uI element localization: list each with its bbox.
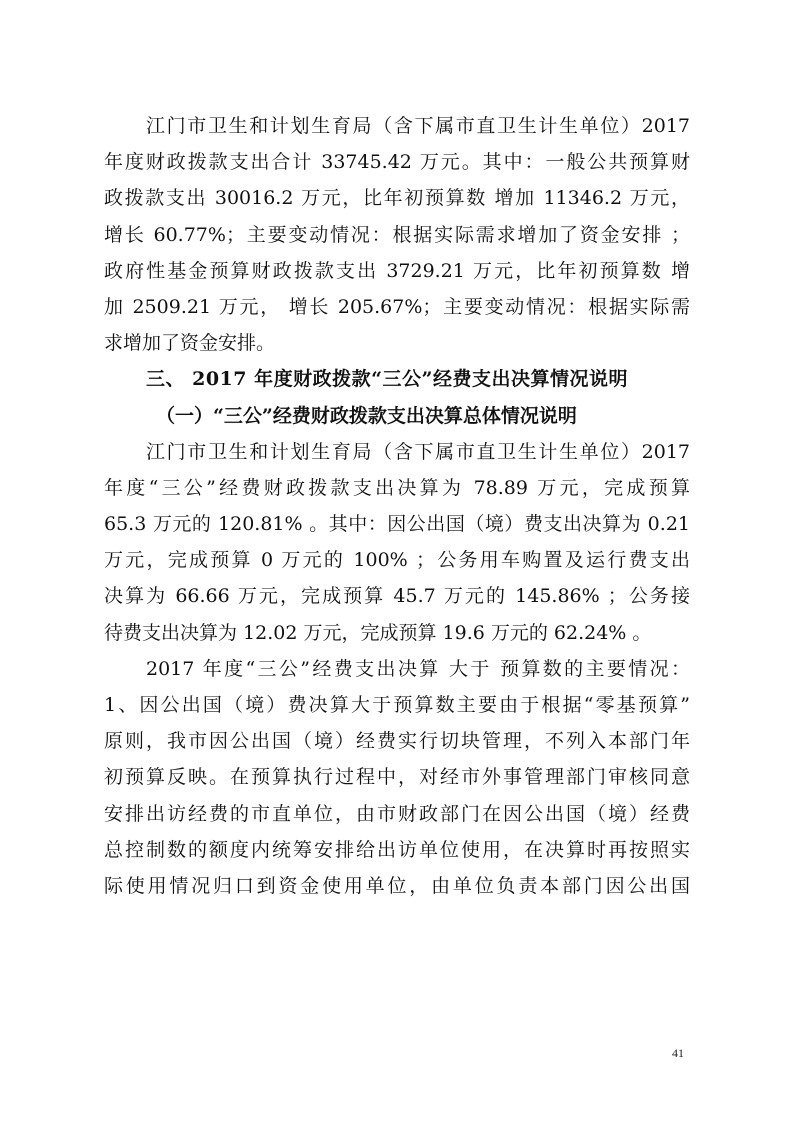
text-line: 政拨款支出 30016.2 万元，比年初预算数 增加 11346.2 万元， [104, 187, 690, 210]
paragraph-three-public-overview [104, 434, 690, 651]
text-line: 年度“三公”经费财政拨款支出决算为 78.89 万元，完成预算 [104, 476, 690, 499]
text-line: 增长 60.77%；主要变动情况：根据实际需求增加了资金安排 ； [104, 223, 690, 246]
text-line: 年度财政拨款支出合计 33745.42 万元。其中：一般公共预算财 [104, 151, 690, 174]
text-line: 际使用情况归口到资金使用单位，由单位负责本部门因公出国 [104, 874, 690, 897]
text-line: 求增加了资金安排。 [104, 332, 276, 355]
text-line: 总控制数的额度内统筹安排给出访单位使用，在决算时再按照实 [104, 838, 690, 861]
text-line: 2017 年度“三公”经费支出决算 大于 预算数的主要情况： [146, 657, 690, 680]
document-body [104, 108, 690, 904]
text-line: 1、因公出国（境）费决算大于预算数主要由于根据“零基预算” [104, 694, 690, 716]
text-line: 初预算反映。在预算执行过程中，对经市外事管理部门审核同意 [104, 766, 690, 789]
paragraph-over-budget-reasons [104, 651, 690, 904]
page-number: 41 [672, 1046, 684, 1060]
text-line: 安排出访经费的市直单位，由市财政部门在因公出国（境）经费 [104, 802, 690, 825]
text-line: 65.3 万元的 120.81% 。其中：因公出国（境）费支出决算为 0.21 [104, 513, 690, 536]
text-line: 加 2509.21 万元， 增长 205.67%；主要变动情况：根据实际需 [104, 295, 690, 318]
text-line: 万元，完成预算 0 万元的 100% ；公务用车购置及运行费支出 [104, 549, 690, 572]
text-line: 待费支出决算为 12.02 万元，完成预算 19.6 万元的 62.24% 。 [104, 621, 652, 644]
subsection-heading-overview: （一）“三公”经费财政拨款支出决算总体情况说明 [156, 404, 577, 427]
text-line: 江门市卫生和计划生育局（含下属市直卫生计生单位）2017 [146, 115, 690, 137]
section-heading-three-public: 三、 2017 年度财政拨款“三公”经费支出决算情况说明 [146, 368, 628, 391]
paragraph-budget-summary [104, 108, 690, 361]
text-line: 政府性基金预算财政拨款支出 3729.21 万元，比年初预算数 增 [104, 259, 690, 282]
text-line: 原则，我市因公出国（境）经费实行切块管理，不列入本部门年 [104, 730, 690, 753]
text-line: 江门市卫生和计划生育局（含下属市直卫生计生单位）2017 [146, 440, 690, 463]
text-line: 决算为 66.66 万元，完成预算 45.7 万元的 145.86% ；公务接 [104, 585, 690, 608]
